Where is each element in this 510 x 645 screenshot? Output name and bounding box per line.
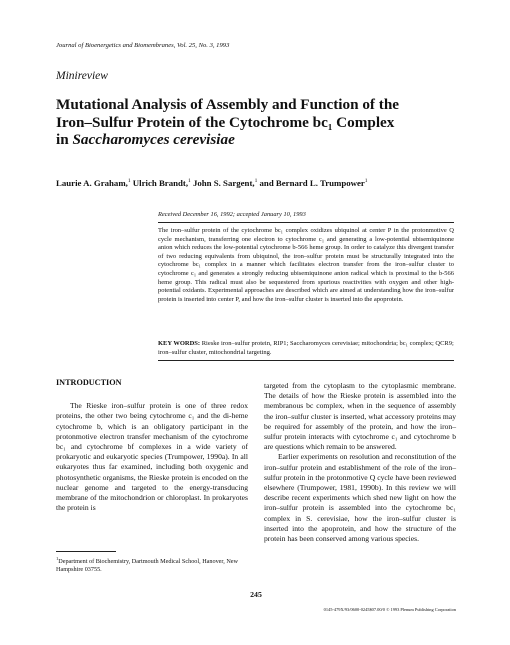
intro-paragraph-2: Earlier experiments on resolution and reconstitution of the iron–sulfur protein and establishment of the role of the iron–sulfur protein in the protonmotive Q cycle have been reviewed elsewhere (Trumpower, 1981, 1990b). In this review we will describe recent experiments which shed new light on how the iron–sulfur protein is assembled into the cytochrome bc₁ complex in S. cerevisiae, how the iron–sulfur cluster is inserted into the apoprotein, and how the structure of the protein has been conserved among various species. [264,452,456,544]
author-3-affiliation-mark: 1 [254,178,258,185]
article-type: Minireview [56,70,108,82]
author-4: and Bernard L. Trumpower [259,178,365,188]
intro-paragraph-1: The Rieske iron–sulfur protein is one of three redox proteins, the other two being cytochrome c₁ and the di-heme cytochrome b, which is an obligatory participant in the protonmotive electron transfer mechanism of the cytochrome bc₁ and cytochrome bf complexes in a wide variety of prokaryotic and eukaryotic species (Trumpower, 1990a). In all eukaryotes thus far examined, including both oxygenic and photosynthetic organisms, the Rieske protein is encoded on the nuclear genome and targeted to the energy-transducing membrane of the mitochondrion or chloroplast. In prokaryotes the protein is [56,401,248,513]
author-4-affiliation-mark: 1 [364,178,368,185]
abstract-top-rule [158,222,454,223]
author-1: Laurie A. Graham, [56,178,128,188]
author-2-affiliation-mark: 1 [188,178,191,185]
abstract: The iron–sulfur protein of the cytochrome bc₁ complex oxidizes ubiquinol at center P in the protonmotive Q cycle mechanism, transferring one electron to cytochrome c₁ and generating a low-potential ubisemiquinone anion which reduces the low-potential cytochrome b-566 heme group. In order to catalyze this divergent transfer of two reducing equivalents from ubiquinol, the iron–sulfur protein must be structurally integrated into the cytochrome bc₁ complex in a manner which facilitates electron transfer from the iron–sulfur cluster to cytochrome c₁ and generates a strongly reducing ubisemiquinone anion radical which is proximal to the b-566 heme group. This radical must also be sequestered from spurious reactivities with oxygen and other high-potential oxidants. Experimental approaches are described which are aimed at understanding how the iron–sulfur protein is inserted into center P, and how the iron–sulfur cluster is inserted into the apoprotein. [158,227,454,303]
author-3: John S. Sargent, [192,178,255,188]
keywords-text: Rieske iron–sulfur protein, RIP1; Saccharomyces cerevisiae; mitochondria; bc₁ complex; QCR9; iron–sulfur cluster, mitochondrial targeting. [158,340,454,356]
page-number: 245 [250,590,262,599]
article-title [56,96,456,149]
keywords [158,340,454,357]
footnote-text: Department of Biochemistry, Dartmouth Medical School, Hanover, New Hampshire 03755. [56,558,239,574]
abstract-bottom-rule [158,360,454,361]
body-column-left [56,378,248,513]
author-1-affiliation-mark: 1 [127,178,131,185]
footnote-rule [56,551,116,552]
keywords-label: KEY WORDS: [158,340,201,347]
author-list [56,178,476,188]
author-2: Ulrich Brandt, [132,178,189,188]
title-line-2: Iron–Sulfur Protein of the Cytochrome bc₁ Complex [56,113,395,131]
section-heading-introduction: INTRODUCTION [56,378,122,387]
copyright-line: 0145-479X/93/0600-0245$07.00/0 © 1993 Plenum Publishing Corporation [323,607,456,612]
title-organism: Saccharomyces cerevisiae [72,131,235,148]
journal-citation: Journal of Bioenergetics and Biomembranes, Vol. 25, No. 3, 1993 [56,42,230,49]
body-column-right [264,381,456,544]
intro-paragraph-1-continued: targeted from the cytoplasm to the cytoplasmic membrane. The details of how the Rieske protein is assembled into the membranous bc complex, when in the sequence of assembly the iron–sulfur cluster is inserted, what accessory proteins may be required for assembly of the protein, and how the iron–sulfur protein interacts with cytochrome c₁ and cytochrome b are questions which remain to be answered. [264,381,456,452]
footnote-mark: 1 [56,556,59,561]
affiliation-footnote [56,555,252,574]
title-line-3-prefix: in [56,131,73,148]
received-accepted-dates: Received December 16, 1992; accepted January 10, 1993 [158,211,306,218]
title-line-3 [56,131,456,149]
title-line-1: Mutational Analysis of Assembly and Function of the [56,96,400,113]
